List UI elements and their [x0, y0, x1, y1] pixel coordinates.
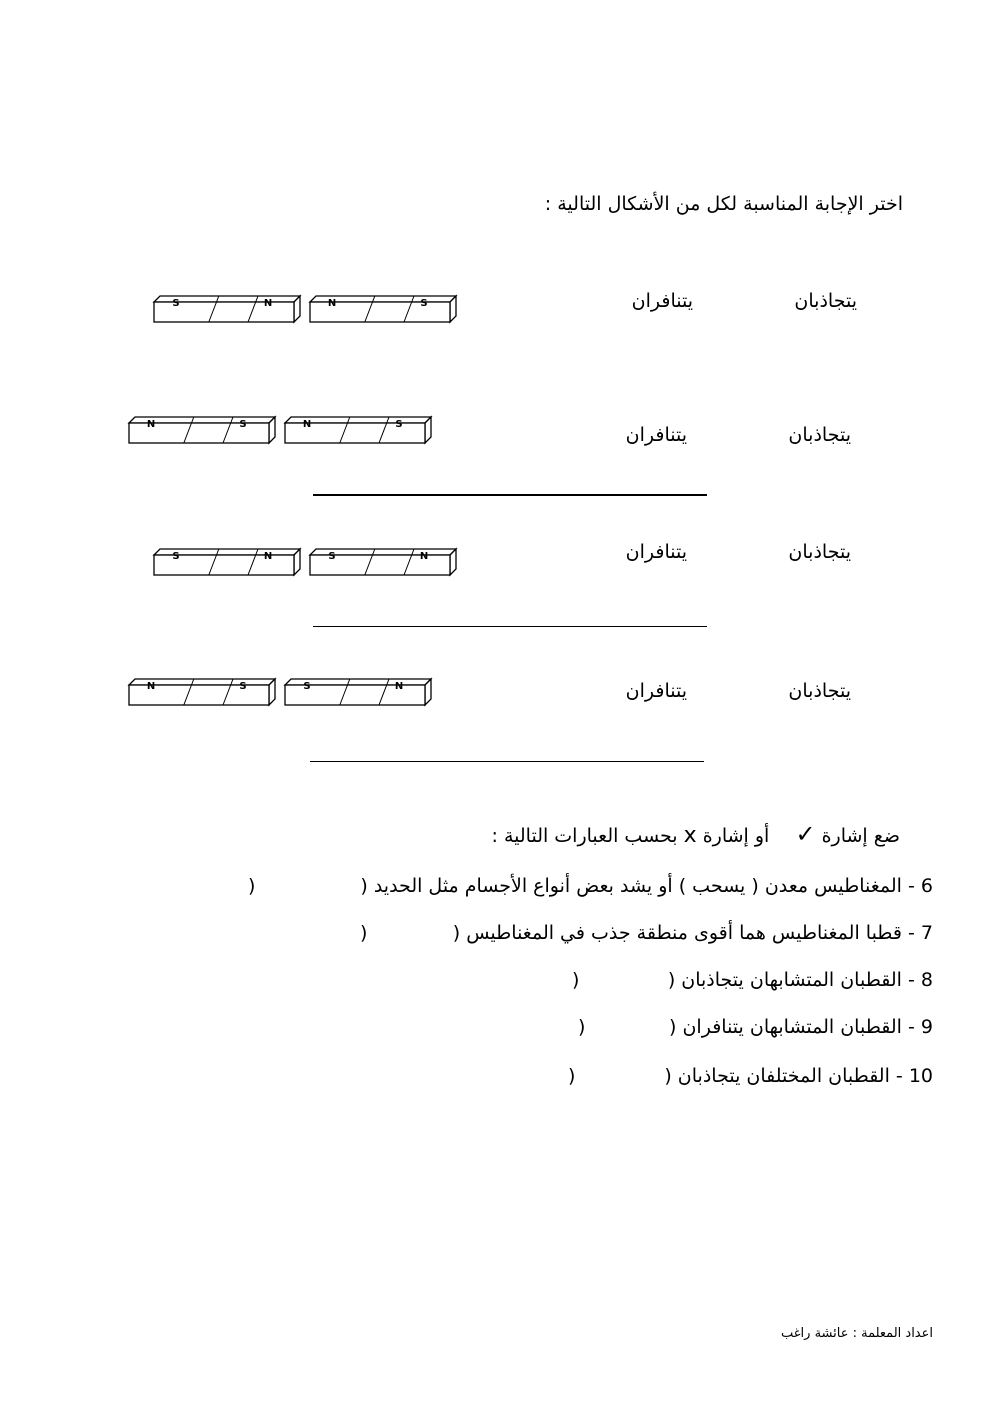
- magnet-pair-3: [152, 545, 462, 581]
- answer-line-3[interactable]: [313, 626, 707, 627]
- option-repel-2[interactable]: يتنافران: [625, 424, 687, 446]
- option-repel-1[interactable]: يتنافران: [631, 290, 693, 312]
- pole-label-left-left: N: [146, 681, 156, 692]
- x-mark-icon: x: [683, 823, 697, 848]
- pole-label-left-right: N: [263, 551, 273, 562]
- instruction-part-1: ضع إشارة: [821, 825, 900, 847]
- pole-label-left-left: N: [146, 419, 156, 430]
- bar-magnet-left: [129, 417, 275, 443]
- check-mark-icon: ✓: [795, 820, 816, 848]
- statement-7: 7 - قطبا المغناطيس هما أقوى منطقة جذب في المغناطيس (: [452, 922, 933, 944]
- bar-magnet-left: [129, 679, 275, 705]
- statement-9: 9 - القطبان المتشابهان يتنافران (: [669, 1016, 933, 1038]
- pole-label-right-right: S: [420, 298, 428, 309]
- statement-10: 10 - القطبان المختلفان يتجاذبان (: [664, 1065, 933, 1087]
- option-attract-2[interactable]: يتجاذبان: [788, 424, 851, 446]
- option-attract-3[interactable]: يتجاذبان: [788, 541, 851, 563]
- instruction-part-2: أو إشارة: [702, 825, 770, 847]
- pole-label-right-left: S: [328, 551, 336, 562]
- bar-magnet-right: [285, 679, 431, 705]
- magnet-pair-2: [127, 413, 437, 449]
- magnet-pair-1: [152, 292, 462, 328]
- option-repel-4[interactable]: يتنافران: [625, 680, 687, 702]
- pole-label-right-right: S: [395, 419, 403, 430]
- option-attract-4[interactable]: يتجاذبان: [788, 680, 851, 702]
- instructions-title: اختر الإجابة المناسبة لكل من الأشكال التالية :: [544, 193, 903, 215]
- pole-label-left-left: S: [172, 551, 180, 562]
- magnet-pair-4: [127, 675, 437, 711]
- instruction-part-3: بحسب العبارات التالية :: [491, 825, 678, 847]
- bar-magnet-left: [154, 549, 300, 575]
- pole-label-right-right: N: [419, 551, 429, 562]
- answer-line-2[interactable]: [313, 494, 707, 496]
- pole-label-left-right: S: [239, 419, 247, 430]
- bar-magnet-right: [285, 417, 431, 443]
- statement-6: 6 - المغناطيس معدن ( يسحب ) أو يشد بعض أنواع الأجسام مثل الحديد (: [360, 875, 933, 897]
- pole-label-right-left: N: [327, 298, 337, 309]
- answer-paren-6[interactable]: ): [248, 875, 256, 897]
- answer-paren-9[interactable]: ): [578, 1016, 586, 1038]
- answer-paren-8[interactable]: ): [572, 969, 580, 991]
- option-repel-3[interactable]: يتنافران: [625, 541, 687, 563]
- pole-label-left-right: N: [263, 298, 273, 309]
- answer-paren-7[interactable]: ): [360, 922, 368, 944]
- pole-label-left-right: S: [239, 681, 247, 692]
- answer-paren-10[interactable]: ): [568, 1065, 576, 1087]
- statement-8: 8 - القطبان المتشابهان يتجاذبان (: [667, 969, 933, 991]
- pole-label-right-right: N: [394, 681, 404, 692]
- true-false-instruction: [492, 820, 900, 848]
- bar-magnet-right: [310, 296, 456, 322]
- bar-magnet-right: [310, 549, 456, 575]
- bar-magnet-left: [154, 296, 300, 322]
- answer-line-4[interactable]: [310, 761, 704, 762]
- pole-label-right-left: S: [303, 681, 311, 692]
- footer-credit: اعداد المعلمة : عائشة راغب: [780, 1326, 933, 1341]
- option-attract-1[interactable]: يتجاذبان: [794, 290, 857, 312]
- pole-label-right-left: N: [302, 419, 312, 430]
- pole-label-left-left: S: [172, 298, 180, 309]
